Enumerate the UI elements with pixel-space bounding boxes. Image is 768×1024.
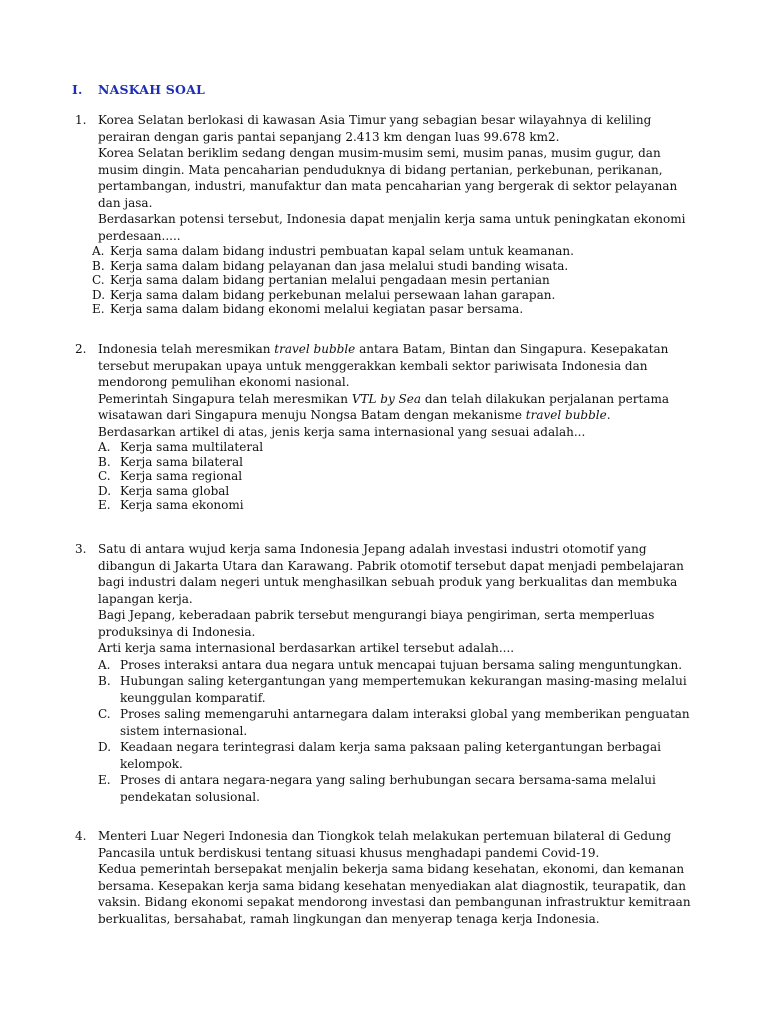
option-letter: D. <box>98 740 112 754</box>
option-letter: C. <box>98 707 111 721</box>
question-paragraph <box>98 391 698 424</box>
option-text: Kerja sama multilateral <box>120 440 264 454</box>
option-list <box>98 657 698 806</box>
option-letter: E. <box>98 773 111 787</box>
option-item <box>98 772 698 805</box>
option-text: Proses di antara negara-negara yang saling berhubungan secara bersama-sama melalui pendekatan solusional. <box>120 773 656 804</box>
question-paragraph: Kedua pemerintah bersepakat menjalin bekerja sama bidang kesehatan, ekonomi, dan kemanan bersama. Kesepakan kerja sama bidang kesehatan menyediakan alat diagnostik, teurapatik, dan vaksin. Bidang ekonomi sepakat mendorong investasi dan pembangunan infrastruktur kemitraan berkualitas, bersahabat, ramah lingkungan dan menyerap tenaga kerja Indonesia. <box>98 862 691 926</box>
question-body <box>98 341 698 513</box>
text-run: antara Batam, Bintan dan Singapura. Kesepakatan tersebut merupakan upaya untuk menggerakkan kembali sektor pariwisata Indonesia dan mendorong pemulihan ekonomi nasional. <box>98 342 669 389</box>
option-list <box>98 440 698 513</box>
option-item <box>98 469 698 484</box>
option-text: Kerja sama dalam bidang industri pembuatan kapal selam untuk keamanan. <box>110 244 574 258</box>
option-text: Kerja sama dalam bidang perkebunan melalui persewaan lahan garapan. <box>110 287 556 302</box>
text-run: Pemerintah Singapura telah meresmikan <box>98 391 352 406</box>
question-paragraph: Menteri Luar Negeri Indonesia dan Tiongkok telah melakukan pertemuan bilateral di Gedung Pancasila untuk berdiskusi tentang situasi khusus menghadapi pandemi Covid-19. <box>98 829 672 860</box>
italic-term: travel bubble <box>274 342 356 356</box>
option-text: Kerja sama ekonomi <box>120 498 244 512</box>
question-paragraph: Korea Selatan berlokasi di kawasan Asia Timur yang sebagian besar wilayahnya di keliling perairan dengan garis pantai sepanjang 2.413 km dengan luas 99.678 km2. <box>98 113 652 144</box>
option-text: Kerja sama dalam bidang pertanian melalui pengadaan mesin pertanian <box>110 273 550 287</box>
option-item <box>98 455 698 470</box>
option-item <box>92 288 698 303</box>
question-paragraph: Korea Selatan beriklim sedang dengan musim-musim semi, musim panas, musim gugur, dan musim dingin. Mata pencaharian penduduknya di bidang pertanian, perkebunan, perikanan, pertambangan, industri, manufaktur dan mata pencaharian yang bergerak di sektor pelayanan dan jasa. <box>98 146 678 210</box>
option-text: Kerja sama dalam bidang pelayanan dan jasa melalui studi banding wisata. <box>110 258 569 273</box>
section-title: NASKAH SOAL <box>98 82 205 97</box>
option-item <box>92 259 698 274</box>
option-letter: B. <box>98 454 111 469</box>
option-letter: B. <box>92 258 105 273</box>
question-number: 4. <box>75 829 87 843</box>
question-paragraph: Satu di antara wujud kerja sama Indonesia Jepang adalah investasi industri otomotif yang dibangun di Jakarta Utara dan Karawang. Pabrik otomotif tersebut dapat menjadi pembelajaran bagi industri dalam negeri untuk menghasilkan sebuah produk yang berkualitas dan membuka lapangan kerja. <box>98 542 684 606</box>
option-letter: D. <box>92 287 106 302</box>
text-run: Indonesia telah meresmikan <box>98 342 275 356</box>
option-letter: B. <box>98 674 111 688</box>
option-item <box>98 657 698 674</box>
option-list <box>92 244 698 317</box>
option-letter: D. <box>98 483 112 498</box>
italic-term: VTL by Sea <box>351 391 422 406</box>
option-letter: A. <box>92 244 105 258</box>
question-paragraph: Bagi Jepang, keberadaan pabrik tersebut mengurangi biaya pengiriman, serta memperluas produksinya di Indonesia. <box>98 608 655 639</box>
question-paragraph: Berdasarkan potensi tersebut, Indonesia dapat menjalin kerja sama untuk peningkatan ekonomi perdesaan..... <box>98 212 686 243</box>
option-letter: A. <box>98 440 111 454</box>
option-text: Kerja sama dalam bidang ekonomi melalui kegiatan pasar bersama. <box>110 302 524 316</box>
question-body <box>98 541 698 805</box>
option-letter: E. <box>98 498 111 512</box>
option-text: Kerja sama bilateral <box>120 454 243 469</box>
option-item <box>98 706 698 739</box>
text-run: dan telah dilakukan perjalanan pertama wisatawan dari Singapura menuju Nongsa Batam dengan mekanisme <box>98 391 670 422</box>
option-text: Keadaan negara terintegrasi dalam kerja sama paksaan paling ketergantungan berbagai kelompok. <box>120 740 661 771</box>
question-number: 2. <box>75 342 87 356</box>
option-letter: C. <box>98 469 111 483</box>
question-paragraph: Arti kerja sama internasional berdasarkan artikel tersebut adalah.... <box>98 641 515 655</box>
section-number: I. <box>72 82 83 97</box>
question-paragraph: Berdasarkan artikel di atas, jenis kerja sama internasional yang sesuai adalah... <box>98 424 586 439</box>
option-text: Kerja sama global <box>120 483 230 498</box>
option-item <box>98 484 698 499</box>
option-item <box>92 244 698 259</box>
option-text: Hubungan saling ketergantungan yang mempertemukan kekurangan masing-masing melalui keunggulan komparatif. <box>120 674 687 705</box>
option-item <box>92 302 698 317</box>
section-heading <box>72 82 205 99</box>
option-item <box>92 273 698 288</box>
option-item <box>98 498 698 513</box>
question-body <box>92 112 698 317</box>
option-text: Proses interaksi antara dua negara untuk mencapai tujuan bersama saling menguntungkan. <box>120 657 683 672</box>
question-number: 3. <box>75 542 87 556</box>
option-text: Proses saling memengaruhi antarnegara dalam interaksi global yang memberikan penguatan sistem internasional. <box>120 707 690 738</box>
question-paragraph <box>98 341 698 391</box>
option-letter: A. <box>98 657 111 672</box>
italic-term: travel bubble <box>525 408 607 422</box>
option-item <box>98 739 698 772</box>
text-run: . <box>606 408 611 422</box>
option-item <box>98 440 698 455</box>
question-number: 1. <box>75 113 87 127</box>
option-text: Kerja sama regional <box>120 469 243 483</box>
question-body <box>98 828 698 927</box>
option-letter: C. <box>92 273 105 287</box>
option-item <box>98 673 698 706</box>
option-letter: E. <box>92 302 105 316</box>
